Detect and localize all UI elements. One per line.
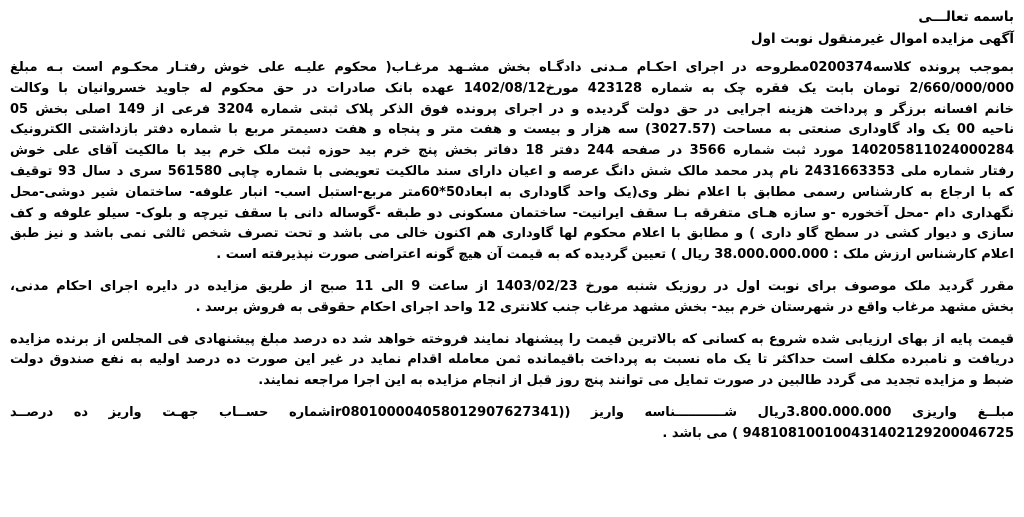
spacer (10, 50, 1014, 58)
text-line: بموجب پرونده کلاسه0200374مطروحه در اجرای احکـام مـدنی دادگـاه بخش مشـهد مرغـاب( محکوم علیـه علی خوش رفتـار محکـوم است بـه مبلغ (10, 60, 1014, 75)
invocation-heading: باسمه تعالـــی (918, 9, 1014, 25)
paragraph-auction-schedule (10, 277, 1014, 319)
text-line: دریافت و نامبرده مکلف است حداکثر تا یک ماه نسبت به پرداخت باقیمانده ثمن معامله اقدام نماید در غیر این صورت ده درصد اولیه به نفع صندوق دولت (10, 352, 1014, 368)
spacer (10, 266, 1014, 277)
text-line: رفتار شماره ملی 2431663353 نام پدر محمد مالک شش دانگ عرصه و اعیان دارای سند مالکیت تعویضی با شماره چاپی 561580 سری د سال 93 توقیف (10, 163, 1014, 179)
text-line: بخش مشهد مرغاب واقع در شهرستان خرم بید- بخش مشهد مرغاب جنب کلانتری 12 واحد اجرای احکام حقوقی به فروش برسد . (195, 299, 1014, 315)
spacer (10, 392, 1014, 403)
text-line: نگهداری دام -محل آخخوره -و سازه هـای متفرقه بـا سقف ایرانیت- ساختمان مسکونی دو طبقه -گوساله دانی با سقف تیرچه و بلوک- سیلو علوفه و کف (10, 205, 1014, 221)
text-line: خانم افسانه برزگر و پرداخت هزینه اجرایی در حق دولت گردیده و در اجرای پرونده فوق الذکر پلاک ثبتی شماره 3204 فرعی از 149 اصلی بخش 05 (10, 101, 1014, 117)
paragraph-auction-terms (10, 330, 1014, 392)
text-line: 2/660/000/000 تومان بابت یک فقره چک به شماره 423128 مورخ1402/08/12 عهده بانک صادرات در حق محکوم له جاوید خسروانیان با وکالت (10, 80, 1014, 96)
text-line: ضبط و مزایده تجدید می گردد طالبین در صورت تمایل می توانند پنج روز قبل از انجام مزایده به این اجرا مراجعه نمایند. (258, 373, 1014, 389)
text-line: 9481081001004314021292000467​25 ) می باشد . (662, 425, 1014, 441)
text-line: مقرر گردید ملک موصوف برای نوبت اول در روزیک شنبه مورخ 1403/02/23 از ساعت 9 الی 11 صبح از طریق مزایده در دایره اجرای احکام مدنی، (10, 278, 1014, 294)
notice-title: آگهی مزایده اموال غیرمنقول نوبت اول (750, 31, 1014, 47)
paragraph-case-details (10, 58, 1014, 266)
text-line: اعلام کارشناس ارزش ملک : 38.000.000.000 ریال ) تعیین گردیده که به قیمت آن هیچ گونه اعتراضی صورت نپذیرفته است . (216, 247, 1014, 263)
text-line: 140205811024000284 مورد ثبت شماره 3566 در صفحه 244 دفتر 18 دفاتر بخش پنج خرم بید حوزه ثبت ملک خرم بید با مالکیت آقای علی خوش (10, 143, 1014, 159)
text-line: ناحیه 00 یک واد گاوداری صنعتی به مساحت (3027.57) سه هزار و بیست و هفت متر و پنجاه و هفت دسیمتر مربع با شماره دفتر بازداشتی الکترونیک (10, 122, 1014, 138)
spacer (10, 319, 1014, 330)
text-line: مبلــغ واریزی 3.800.000.000ریال شـــــــــــناسه واریز ((ir080100004058012907627341شماره حســاب جهـت واریز ده درصــد (10, 404, 1014, 420)
text-line: که با ارجاع به کارشناس رسمی مطابق با اعلام نظر وی(یک واحد گاوداری به ابعاد50*60متر مربع-استبل اسب- انبار علوفه- ساختمان شیر دوشی-محل (10, 184, 1014, 200)
paragraph-payment-details (10, 403, 1014, 445)
text-line: سازی و دیوار کشی در سطح گاو داری ) و مطابق با اعلام محکوم لها گاوداری هم اکنون خالی می باشد و تحت تصرف شخص ثالثی نمی باشد و نیز طبق (10, 226, 1014, 242)
text-line: قیمت پایه از بهای ارزیابی شده شروع به کسانی که بالاترین قیمت را پیشنهاد نمایند فروخته خواهد شد ده درصد مبلغ پیشنهادی فی المجلس از برنده مزایده (10, 331, 1014, 347)
